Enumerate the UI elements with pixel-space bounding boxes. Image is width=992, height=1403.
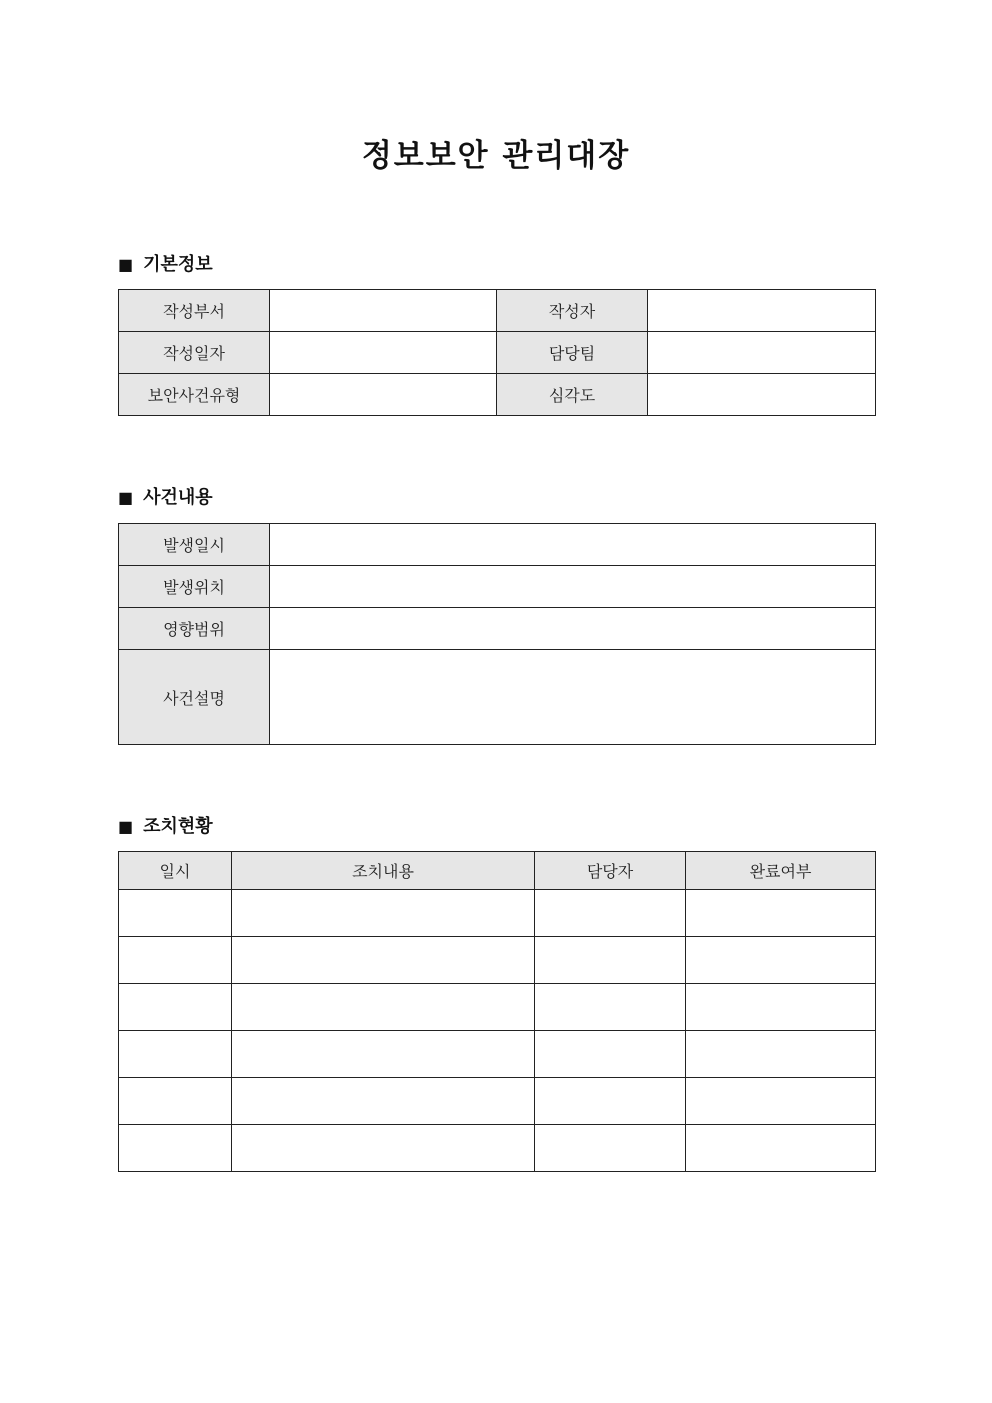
section-heading-incident	[118, 486, 213, 510]
table-cell[interactable]	[535, 1125, 686, 1172]
table-cell[interactable]	[232, 1125, 535, 1172]
field-label: 발생일시	[119, 524, 270, 566]
field-value-author[interactable]	[648, 290, 876, 332]
section-heading-actions	[118, 815, 213, 839]
table-row	[119, 650, 876, 745]
section-heading-label: 조치현황	[143, 816, 213, 837]
field-value-incident-type[interactable]	[270, 374, 497, 416]
table-row	[119, 1125, 876, 1172]
table-cell[interactable]	[686, 937, 876, 984]
table-row	[119, 566, 876, 608]
table-cell[interactable]	[232, 1078, 535, 1125]
table-cell[interactable]	[686, 984, 876, 1031]
section-heading-basic-info	[118, 253, 213, 277]
field-value-description[interactable]	[270, 650, 876, 745]
table-row	[119, 374, 876, 416]
field-label: 심각도	[497, 374, 648, 416]
field-value-department[interactable]	[270, 290, 497, 332]
field-value-team[interactable]	[648, 332, 876, 374]
black-square-icon: ■	[118, 817, 134, 836]
column-header: 담당자	[535, 852, 686, 890]
black-square-icon: ■	[118, 488, 134, 507]
table-cell[interactable]	[119, 1031, 232, 1078]
section-heading-label: 기본정보	[143, 254, 213, 275]
table-header-row	[119, 852, 876, 890]
actions-table	[118, 851, 876, 1172]
field-label: 보안사건유형	[119, 374, 270, 416]
field-label: 발생위치	[119, 566, 270, 608]
table-row	[119, 1078, 876, 1125]
table-cell[interactable]	[232, 1031, 535, 1078]
table-cell[interactable]	[686, 1031, 876, 1078]
incident-table	[118, 523, 876, 745]
field-label: 담당팀	[497, 332, 648, 374]
table-row	[119, 608, 876, 650]
table-row	[119, 524, 876, 566]
field-label: 작성자	[497, 290, 648, 332]
table-row	[119, 1031, 876, 1078]
table-cell[interactable]	[686, 890, 876, 937]
table-cell[interactable]	[232, 890, 535, 937]
field-value-occurred-at[interactable]	[270, 524, 876, 566]
table-row	[119, 984, 876, 1031]
table-cell[interactable]	[535, 984, 686, 1031]
column-header: 조치내용	[232, 852, 535, 890]
table-row	[119, 332, 876, 374]
field-value-severity[interactable]	[648, 374, 876, 416]
table-cell[interactable]	[119, 984, 232, 1031]
table-cell[interactable]	[119, 1078, 232, 1125]
field-label: 작성일자	[119, 332, 270, 374]
table-cell[interactable]	[232, 984, 535, 1031]
table-row	[119, 890, 876, 937]
column-header: 완료여부	[686, 852, 876, 890]
column-header: 일시	[119, 852, 232, 890]
field-label: 작성부서	[119, 290, 270, 332]
table-cell[interactable]	[686, 1078, 876, 1125]
field-value-impact-scope[interactable]	[270, 608, 876, 650]
table-cell[interactable]	[535, 1031, 686, 1078]
table-cell[interactable]	[535, 1078, 686, 1125]
table-cell[interactable]	[535, 937, 686, 984]
table-row	[119, 290, 876, 332]
section-heading-label: 사건내용	[143, 487, 213, 508]
black-square-icon: ■	[118, 255, 134, 274]
table-cell[interactable]	[119, 937, 232, 984]
table-cell[interactable]	[232, 937, 535, 984]
table-cell[interactable]	[686, 1125, 876, 1172]
table-cell[interactable]	[119, 890, 232, 937]
field-label: 영향범위	[119, 608, 270, 650]
field-value-date[interactable]	[270, 332, 497, 374]
table-cell[interactable]	[535, 890, 686, 937]
basic-info-table	[118, 289, 876, 416]
table-row	[119, 937, 876, 984]
table-cell[interactable]	[119, 1125, 232, 1172]
field-value-location[interactable]	[270, 566, 876, 608]
document-title: 정보보안 관리대장	[361, 138, 631, 174]
field-label: 사건설명	[119, 650, 270, 745]
